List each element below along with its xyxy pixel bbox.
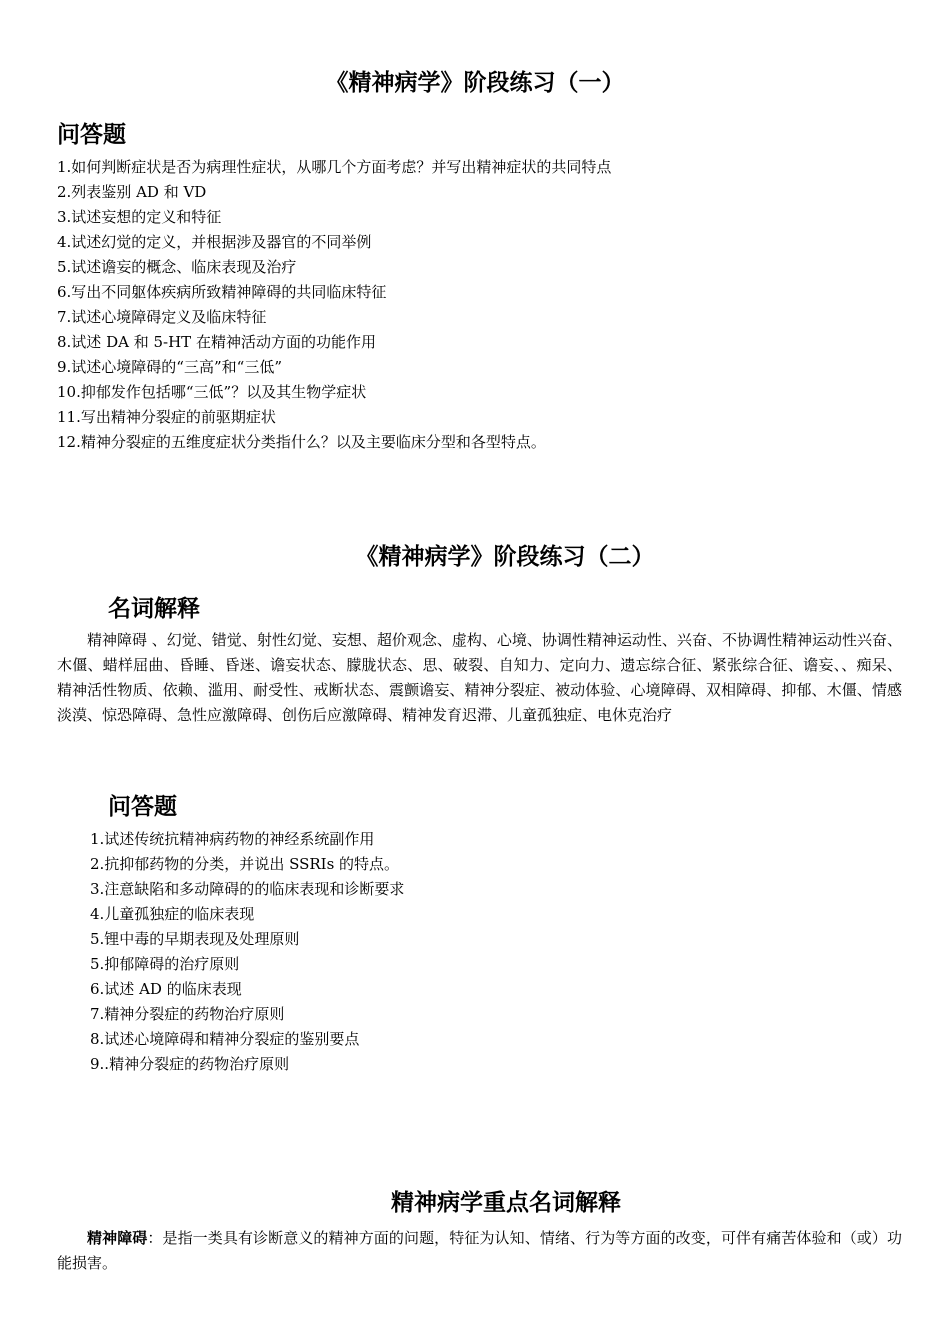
section2-terms-heading: 名词解释 [108,595,200,622]
section1-title: 《精神病学》阶段练习（一） [325,69,625,96]
question-item: 1.如何判断症状是否为病理性症状，从哪几个方面考虑？并写出精神症状的共同特点 [57,158,612,176]
question-item: 3.注意缺陷和多动障碍的的临床表现和诊断要求 [90,880,405,898]
question-item: 5.抑郁障碍的治疗原则 [90,955,240,973]
question-item: 12.精神分裂症的五维度症状分类指什么？以及主要临床分型和各型特点。 [57,433,546,451]
definition-text: ：是指一类具有诊断意义的精神方面的问题，特征为认知、情绪、行为等方面的改变，可伴有痛苦体验和（或）功能损害。 [57,1229,902,1272]
section1-question-list [57,155,611,455]
question-item: 9.试述心境障碍的“三高”和“三低” [57,358,282,376]
definition-term: 精神障碍 [87,1229,148,1247]
section2-title: 《精神病学》阶段练习（二） [355,543,655,570]
question-item: 7.精神分裂症的药物治疗原则 [90,1005,285,1023]
section3-title: 精神病学重点名词解释 [391,1189,621,1216]
question-item: 9..精神分裂症的药物治疗原则 [90,1055,290,1073]
question-item: 7.试述心境障碍定义及临床特征 [57,308,267,326]
section2-question-list [90,827,404,1077]
question-item: 4.试述幻觉的定义，并根据涉及器官的不同举例 [57,233,372,251]
question-item: 10.抑郁发作包括哪“三低”？以及其生物学症状 [57,383,367,401]
question-item: 4.儿童孤独症的临床表现 [90,905,255,923]
section2-terms-paragraph: 精神障碍 、幻觉、错觉、射性幻觉、妄想、超价观念、虚构、心境、协调性精神运动性、兴奋、不协调性精神运动性兴奋、木僵、蜡样屈曲、昏睡、昏迷、谵妄状态、朦胧状态、思、破裂、自知力、定向力、遗忘综合征、紧张综合征、谵妄、、痴呆、精神活性物质、依赖、滥用、耐受性、戒断状态、震颤谵妄、精神分裂症、被动体验、心境障碍、双相障碍、抑郁、木僵、情感淡漠、惊恐障碍、急性应激障碍、创伤后应激障碍、精神发育迟滞、儿童孤独症、电休克治疗 [57,631,902,724]
question-item: 8.试述心境障碍和精神分裂症的鉴别要点 [90,1030,360,1048]
question-item: 5.锂中毒的早期表现及处理原则 [90,930,300,948]
question-item: 1.试述传统抗精神病药物的神经系统副作用 [90,830,375,848]
section1-qa-heading: 问答题 [57,121,126,148]
section3-definition-paragraph [57,1226,902,1276]
question-item: 5.试述谵妄的概念、临床表现及治疗 [57,258,297,276]
question-item: 2.列表鉴别 AD 和 VD [57,183,207,201]
section2-qa-heading: 问答题 [108,793,177,820]
question-item: 6.试述 AD 的临床表现 [90,980,242,998]
question-item: 8.试述 DA 和 5-HT 在精神活动方面的功能作用 [57,333,376,351]
question-item: 3.试述妄想的定义和特征 [57,208,222,226]
question-item: 11.写出精神分裂症的前驱期症状 [57,408,276,426]
question-item: 2.抗抑郁药物的分类，并说出 SSRIs 的特点。 [90,855,400,873]
question-item: 6.写出不同躯体疾病所致精神障碍的共同临床特征 [57,283,387,301]
